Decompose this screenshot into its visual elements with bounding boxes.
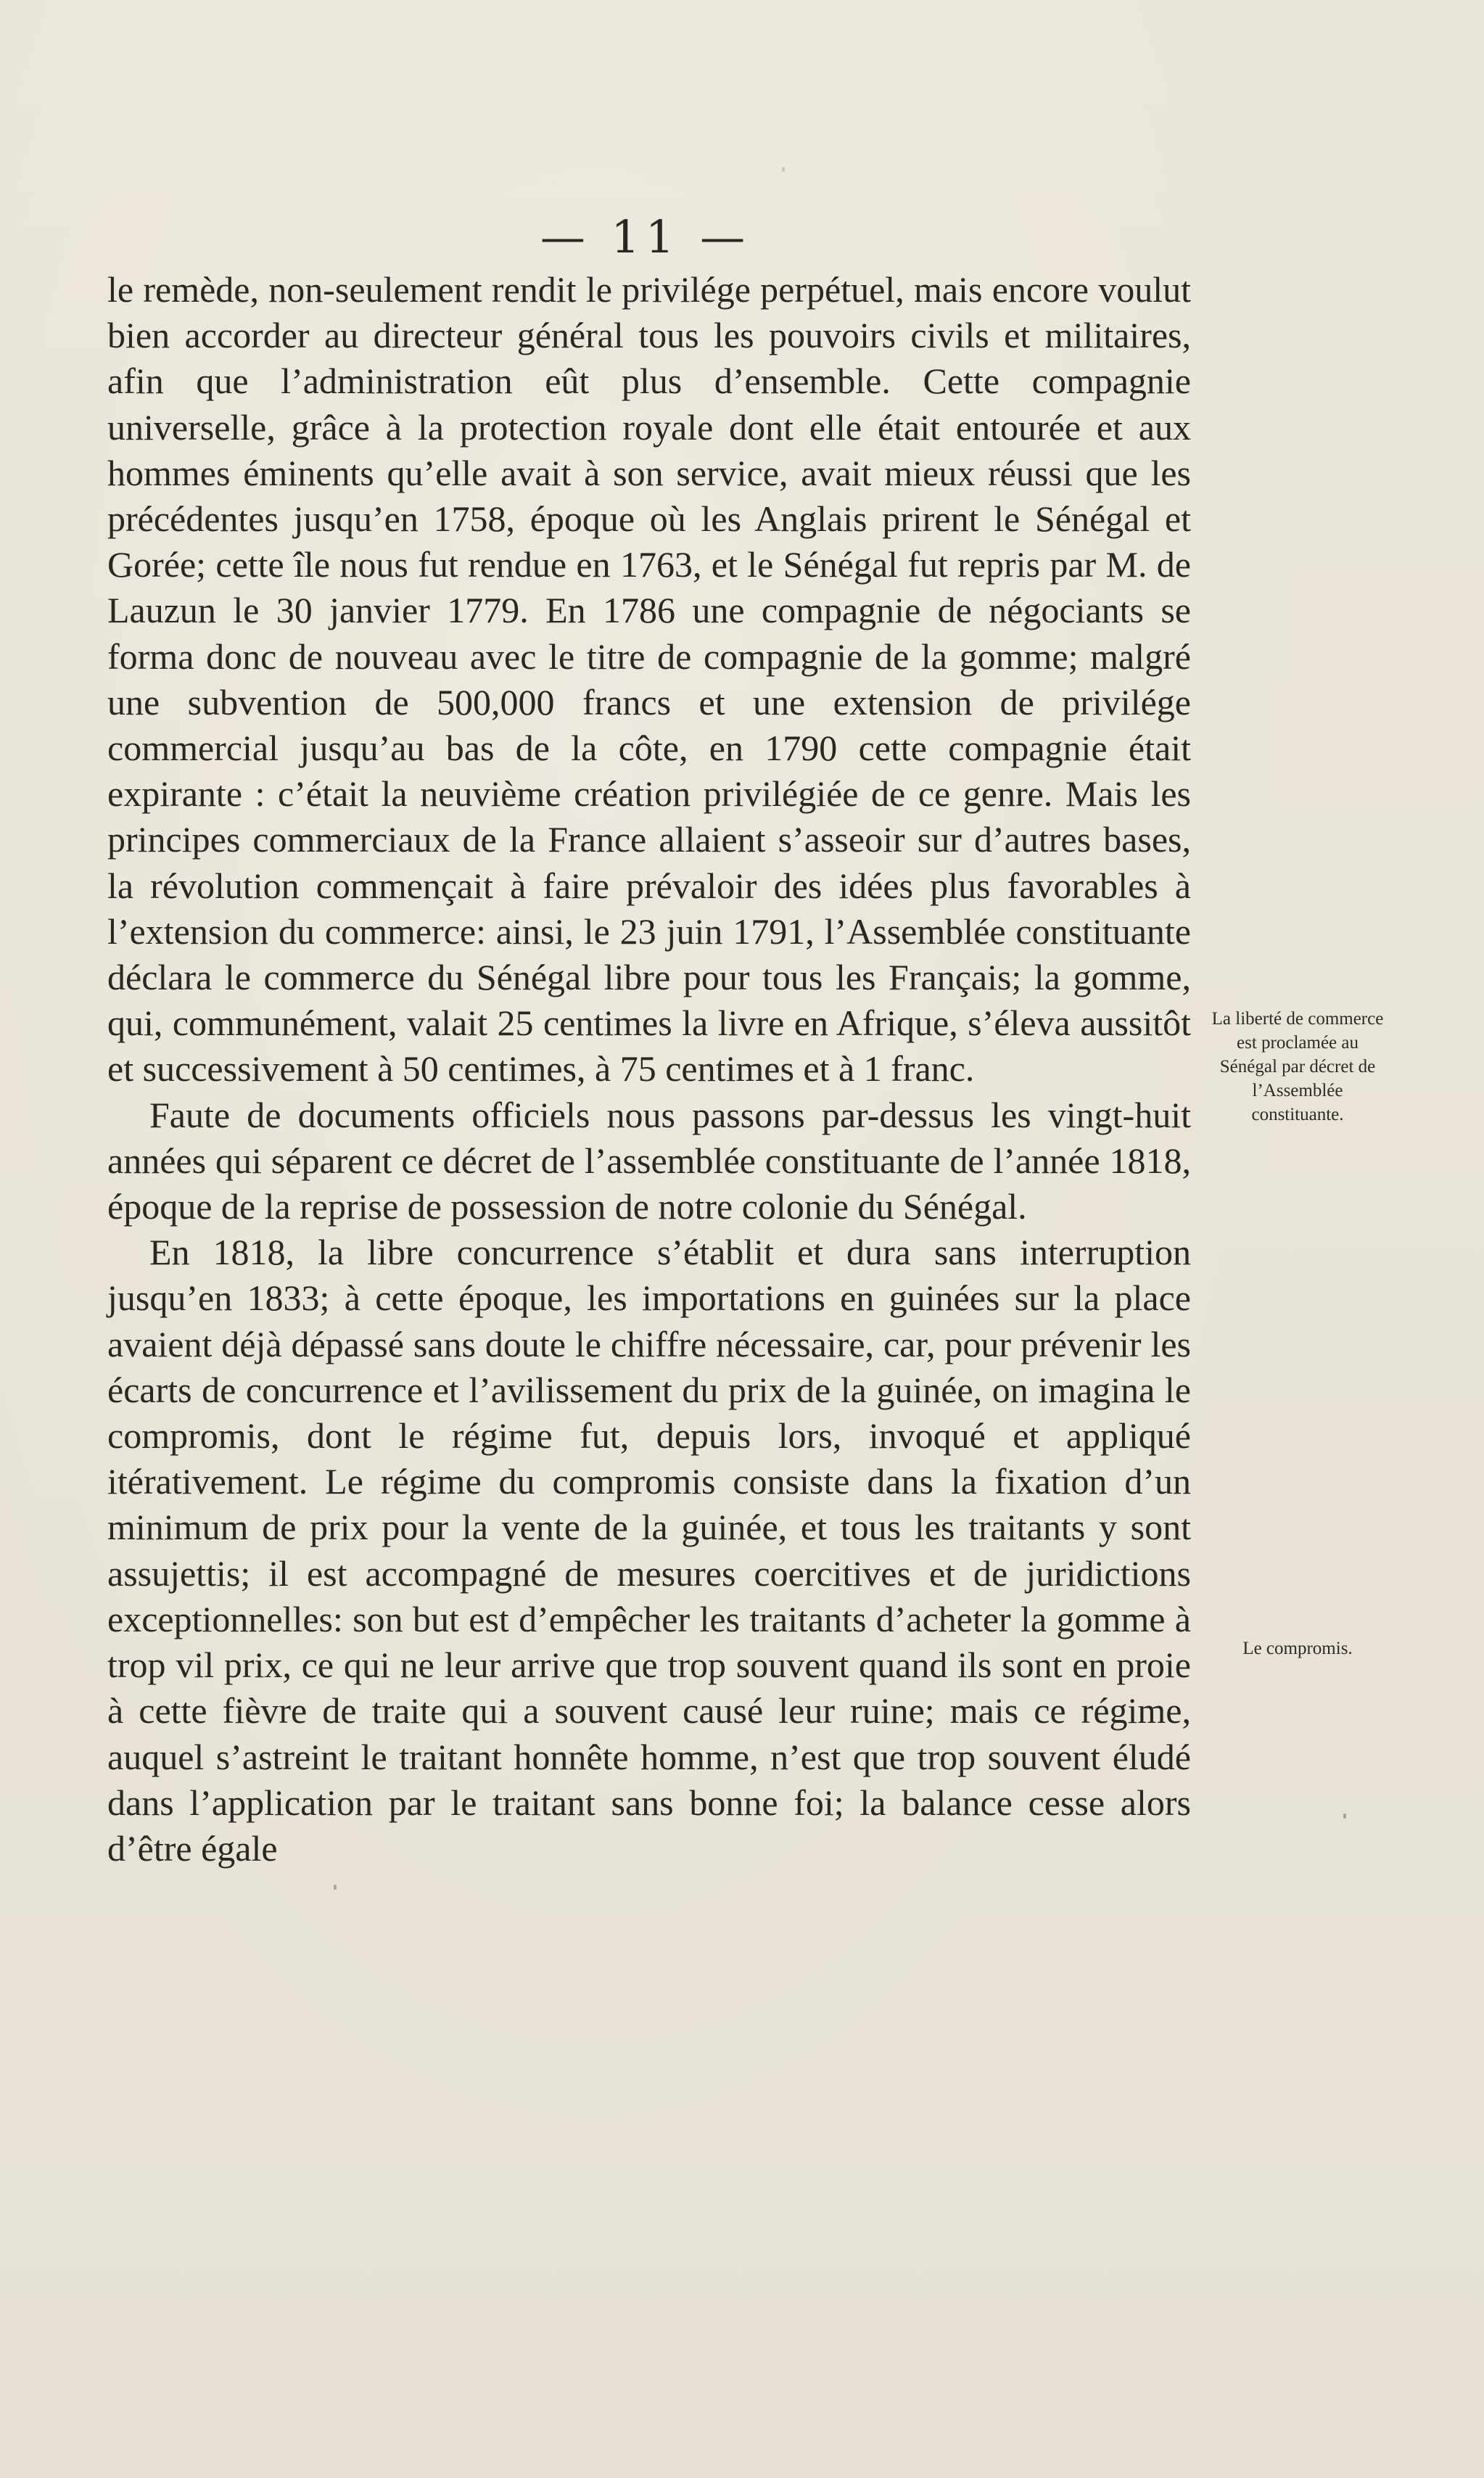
paragraph-3: En 1818, la libre concurrence s’établit et dura sans interruption jusqu’en 1833; à cette époque, les importations en guinées sur la place avaient déjà dépassé sans doute le chiffre nécessaire, car, pour prévenir les écarts de concurrence et l’avilissement du prix de la guinée, on imagina le compromis, dont le régime fut, depuis lors, invoqué et appliqué itérativement. Le régime du compromis consiste dans la fixation d’un minimum de prix pour la vente de la guinée, et tous les traitants y sont assujettis; il est accompagné de mesures coercitives et de juridictions exceptionnelles: son but est d’empêcher les traitants d’acheter la gomme à trop vil prix, ce qui ne leur arrive que trop souvent quand ils sont en proie à cette fièvre de traite qui a souvent causé leur ruine; mais ce régime, auquel s’astreint le traitant honnête homme, n’est que trop souvent éludé dans l’application par le traitant sans bonne foi; la balance cesse alors d’être égale [107,1232,1191,1869]
marginal-note-compromis: Le compromis. [1242,1639,1353,1658]
body-text [107,267,1191,1872]
paragraph-1: le remède, non-seulement rendit le privilége perpétuel, mais encore voulut bien accorder au directeur général tous les pouvoirs civils et militaires, afin que l’administration eût plus d’ensemble. Cette compagnie universelle, grâce à la protection royale dont elle était entourée et aux hommes éminents qu’elle avait à son service, avait mieux réussi que les précédentes jusqu’en 1758, époque où les Anglais prirent le Sénégal et Gorée; cette île nous fut rendue en 1763, et le Sénégal fut repris par M. de Lauzun le 30 janvier 1779. En 1786 une compagnie de négociants se forma donc de nouveau avec le titre de compagnie de la gomme; malgré une subvention de 500,000 francs et une extension de privilége commercial jusqu’au bas de la côte, en 1790 cette compagnie était expirante : c’était la neuvième création privilégiée de ce genre. Mais les principes commerciaux de la France allaient s’asseoir sur d’autres bases, la révolution commençait à faire prévaloir des idées plus favorables à l’extension du commerce: ainsi, le 23 juin 1791, l’Assemblée constituante déclara le commerce du Sénégal libre pour tous les Français; la gomme, qui, communément, valait 25 centimes la livre en Afrique, s’éleva aussitôt et successivement à 50 centimes, à 75 centimes et à 1 franc. [107,269,1191,1090]
page-number-header: — 11 — [540,210,751,263]
paper-speck [334,1885,337,1890]
marginal-note-liberte: La liberté de commerce est proclamée au Sénégal par décret de l’Assemblée constituante. [1211,1009,1384,1124]
paper-speck [1343,1814,1346,1819]
paragraph-2: Faute de documents officiels nous passons par-dessus les vingt-huit années qui séparent ce décret de l’assemblée constituante de l’année 1818, époque de la reprise de possession de notre colonie du Sénégal. [107,1094,1191,1227]
paper-speck [782,167,785,172]
